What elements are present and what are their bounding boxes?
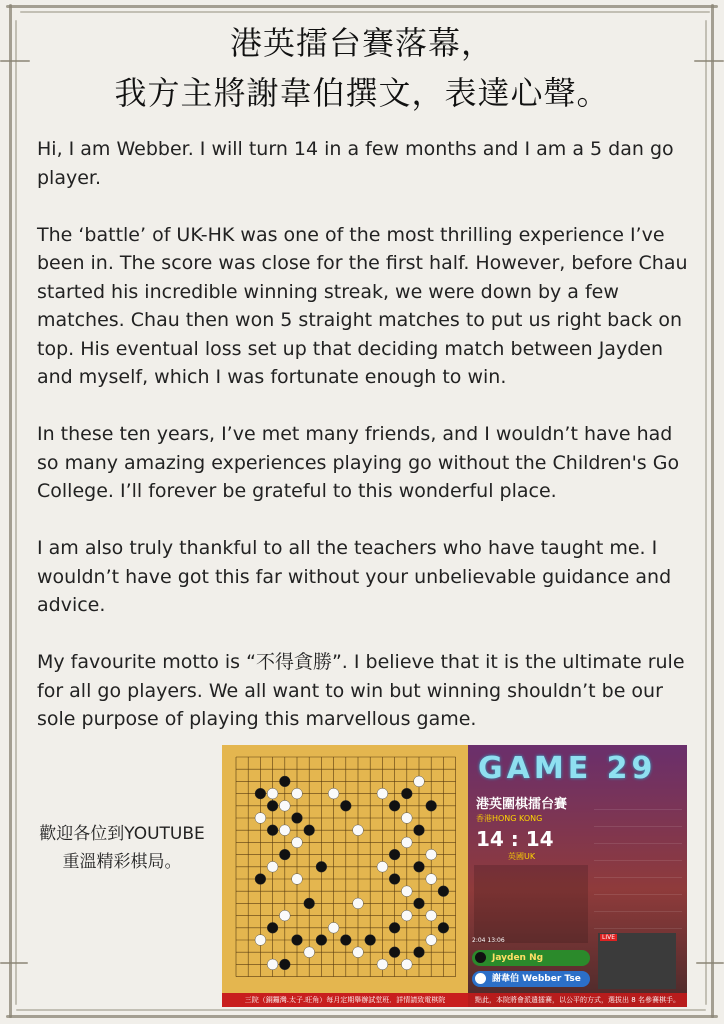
white-stone [279, 825, 290, 836]
panel-caption: 點此，本院將會派遣擂賽，以公平的方式，選拔出 8 名參賽棋手。 [468, 993, 687, 1007]
player-black-name: Jayden Ng [492, 953, 544, 963]
black-stone [365, 935, 376, 946]
black-stone [414, 947, 425, 958]
go-board [222, 745, 468, 1007]
black-stone [255, 874, 266, 885]
black-stone [304, 898, 315, 909]
article-body [37, 135, 692, 762]
team-roster [474, 865, 588, 943]
chat-message [594, 878, 682, 895]
chat-message [594, 844, 682, 861]
black-stone [279, 959, 290, 970]
board-caption: 三院（銅鑼灣.太子.旺角）每月定期舉辦試堂班．詳情請致電棋院 [222, 993, 468, 1007]
black-stone [279, 849, 290, 860]
black-stone [316, 935, 327, 946]
white-stone [267, 861, 278, 872]
black-stone [340, 800, 351, 811]
black-stone [279, 776, 290, 787]
white-stone [426, 910, 437, 921]
white-stone [426, 874, 437, 885]
frame-left-inner [15, 20, 17, 1005]
white-stone [377, 788, 388, 799]
black-stone [414, 825, 425, 836]
white-stone [267, 959, 278, 970]
white-stone [304, 947, 315, 958]
black-stone [401, 788, 412, 799]
black-stone [389, 947, 400, 958]
chat-message [594, 827, 682, 844]
paragraph: I am also truly thankful to all the teachers who have taught me. I wouldn’t have got this far without your unbelievable guidance and advice. [37, 537, 672, 616]
promo-line-1: 歡迎各位到YOUTUBE [39, 824, 205, 844]
black-stone [255, 788, 266, 799]
chat-message [594, 810, 682, 827]
white-stone [279, 910, 290, 921]
black-stone [389, 874, 400, 885]
white-stone [255, 813, 266, 824]
page-title-line-2: 我方主將謝韋伯撰文，表達心聲。 [114, 74, 610, 112]
white-stone [267, 788, 278, 799]
white-stone [353, 898, 364, 909]
clock-row: 2:04 13:06 [472, 937, 505, 944]
black-stone [267, 800, 278, 811]
broadcast-panel [468, 745, 687, 1007]
black-stone [267, 922, 278, 933]
black-stone [267, 825, 278, 836]
frame-cross-right-bottom [696, 962, 724, 964]
chat-message [594, 895, 682, 912]
frame-bottom [6, 1015, 718, 1018]
frame-left [9, 4, 12, 1018]
white-stone [401, 813, 412, 824]
black-stone [389, 849, 400, 860]
player-white [472, 971, 590, 987]
youtube-promo [22, 820, 222, 876]
frame-bottom-inner [16, 1009, 706, 1011]
black-stone [316, 861, 327, 872]
white-stone [377, 861, 388, 872]
live-camera-feed [598, 933, 676, 989]
black-stone [292, 813, 303, 824]
white-stone [377, 959, 388, 970]
go-board-grid [222, 745, 468, 993]
black-stone [426, 800, 437, 811]
team-uk-label: 英國UK [508, 852, 536, 861]
white-stone [353, 825, 364, 836]
frame-cross-left-bottom [0, 962, 28, 964]
chat-message [594, 793, 682, 810]
white-stone [426, 935, 437, 946]
player-black [472, 950, 590, 966]
chat-message [594, 861, 682, 878]
chat-message [594, 912, 682, 929]
black-stone-icon [475, 952, 486, 963]
white-stone [328, 788, 339, 799]
black-stone [414, 898, 425, 909]
black-stone [438, 922, 449, 933]
event-name: 港英圍棋擂台賽 [476, 797, 568, 812]
team-hk-label: 香港HONG KONG [476, 814, 543, 823]
black-stone [340, 935, 351, 946]
match-score: 14 : 14 [476, 827, 554, 851]
paragraph: The ‘battle’ of UK-HK was one of the most thrilling experience I’ve been in. The score was close for the first half. However, before Chau started his incredible winning streak, we were down by a few matches. Chau then won 5 straight matches to put us right back on top. His eventual loss set up that deciding match between Jayden and myself, which I was fortunate enough to win. [37, 223, 688, 388]
white-stone [353, 947, 364, 958]
paragraph: Hi, I am Webber. I will turn 14 in a few months and I am a 5 dan go player. [37, 138, 674, 189]
frame-top-inner [20, 11, 710, 13]
black-stone [292, 935, 303, 946]
black-stone [304, 825, 315, 836]
white-stone [401, 910, 412, 921]
frame-right [711, 4, 714, 1018]
player-white-name: 謝韋伯 Webber Tse [492, 974, 581, 984]
black-stone [389, 922, 400, 933]
frame-top [6, 5, 718, 8]
black-stone [389, 800, 400, 811]
game-screenshot [222, 745, 687, 1007]
white-stone [292, 874, 303, 885]
black-stone [414, 861, 425, 872]
white-stone [414, 776, 425, 787]
game-title: GAME 29 [478, 751, 657, 786]
white-stone [279, 800, 290, 811]
paragraph: My favourite motto is “不得貪勝”. I believe that it is the ultimate rule for all go players. We all want to win but winning shouldn’t be our sole purpose of playing this marvellous game. [37, 651, 685, 730]
white-stone-icon [475, 973, 486, 984]
paragraph: In these ten years, I’ve met many friends, and I wouldn’t have had so many amazing experiences playing go without the Children's Go College. I’ll forever be grateful to this wonderful place. [37, 423, 680, 502]
live-badge: LIVE [602, 934, 616, 941]
page-title-line-1: 港英擂台賽落幕， [229, 24, 494, 62]
white-stone [292, 837, 303, 848]
white-stone [426, 849, 437, 860]
white-stone [328, 922, 339, 933]
white-stone [401, 886, 412, 897]
white-stone [401, 959, 412, 970]
white-stone [292, 788, 303, 799]
frame-right-inner [705, 20, 707, 1005]
black-stone [438, 886, 449, 897]
promo-line-2: 重溫精彩棋局。 [62, 852, 182, 872]
white-stone [255, 935, 266, 946]
white-stone [401, 837, 412, 848]
